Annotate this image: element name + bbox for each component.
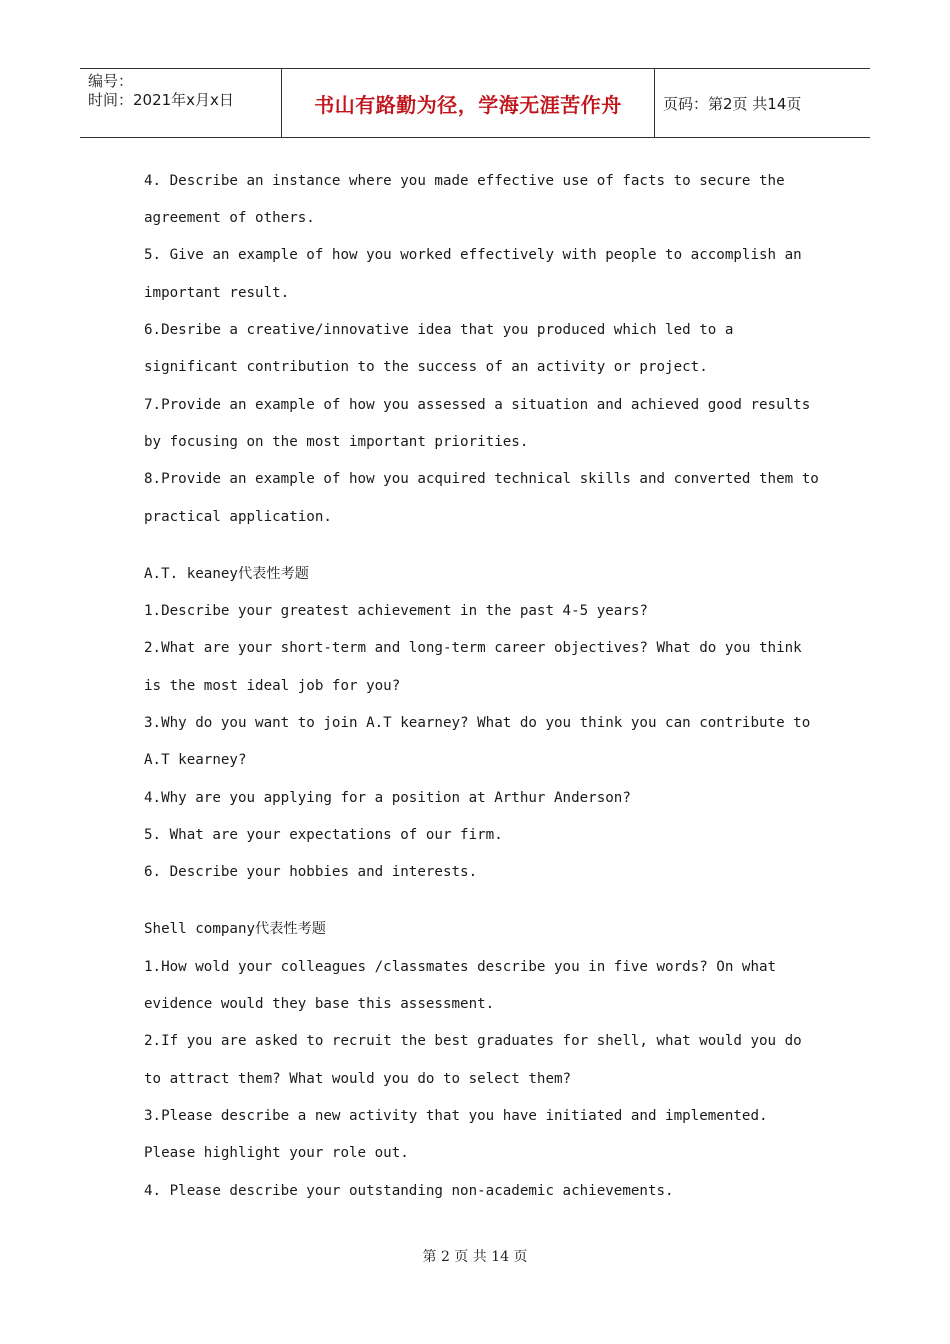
text-line: practical application.	[144, 509, 332, 525]
header-page-info: 页码：第2页 共14页	[663, 94, 802, 113]
text-line: by focusing on the most important priorities.	[144, 434, 529, 450]
text-line: to attract them? What would you do to select them?	[144, 1071, 572, 1087]
text-line: 7.Provide an example of how you assessed a situation and achieved good results	[144, 397, 811, 413]
text-line: 1.How wold your colleagues /classmates describe you in five words? On what	[144, 959, 777, 975]
section-heading-shell: Shell company代表性考题	[144, 921, 326, 937]
text-line: 5. What are your expectations of our firm.	[144, 827, 503, 843]
section-heading-at-kearney: A.T. keaney代表性考题	[144, 566, 309, 582]
document-time-label: 时间：2021年x月x日	[88, 91, 234, 109]
text-line: 3.Please describe a new activity that you have initiated and implemented.	[144, 1108, 768, 1124]
text-line: agreement of others.	[144, 210, 315, 226]
text-line: 4. Please describe your outstanding non-academic achievements.	[144, 1183, 674, 1199]
text-line: A.T kearney?	[144, 752, 247, 768]
text-line: is the most ideal job for you?	[144, 678, 401, 694]
header-meta	[80, 69, 280, 137]
text-line: 4. Describe an instance where you made effective use of facts to secure the	[144, 173, 785, 189]
text-line: important result.	[144, 285, 290, 301]
text-line: 5. Give an example of how you worked effectively with people to accomplish an	[144, 247, 802, 263]
text-line: evidence would they base this assessment.	[144, 996, 495, 1012]
text-line: 2.If you are asked to recruit the best graduates for shell, what would you do	[144, 1033, 802, 1049]
text-line: Please highlight your role out.	[144, 1145, 409, 1161]
header-motto-cell	[281, 69, 655, 137]
header-motto: 书山有路勤为径，学海无涯苦作舟	[314, 92, 622, 117]
text-line: 3.Why do you want to join A.T kearney? What do you think you can contribute to	[144, 715, 811, 731]
page-header	[80, 68, 870, 138]
document-number-label: 编号：	[88, 72, 134, 90]
text-line: 1.Describe your greatest achievement in the past 4-5 years?	[144, 603, 648, 619]
text-line: significant contribution to the success of an activity or project.	[144, 359, 708, 375]
text-line: 6. Describe your hobbies and interests.	[144, 864, 478, 880]
text-line: 6.Desribe a creative/innovative idea that you produced which led to a	[144, 322, 734, 338]
page-footer: 第 2 页 共 14 页	[422, 1249, 528, 1265]
text-line: 2.What are your short-term and long-term career objectives? What do you think	[144, 640, 802, 656]
text-line: 4.Why are you applying for a position at Arthur Anderson?	[144, 790, 631, 806]
text-line: 8.Provide an example of how you acquired technical skills and converted them to	[144, 471, 819, 487]
header-page-cell	[655, 69, 870, 137]
